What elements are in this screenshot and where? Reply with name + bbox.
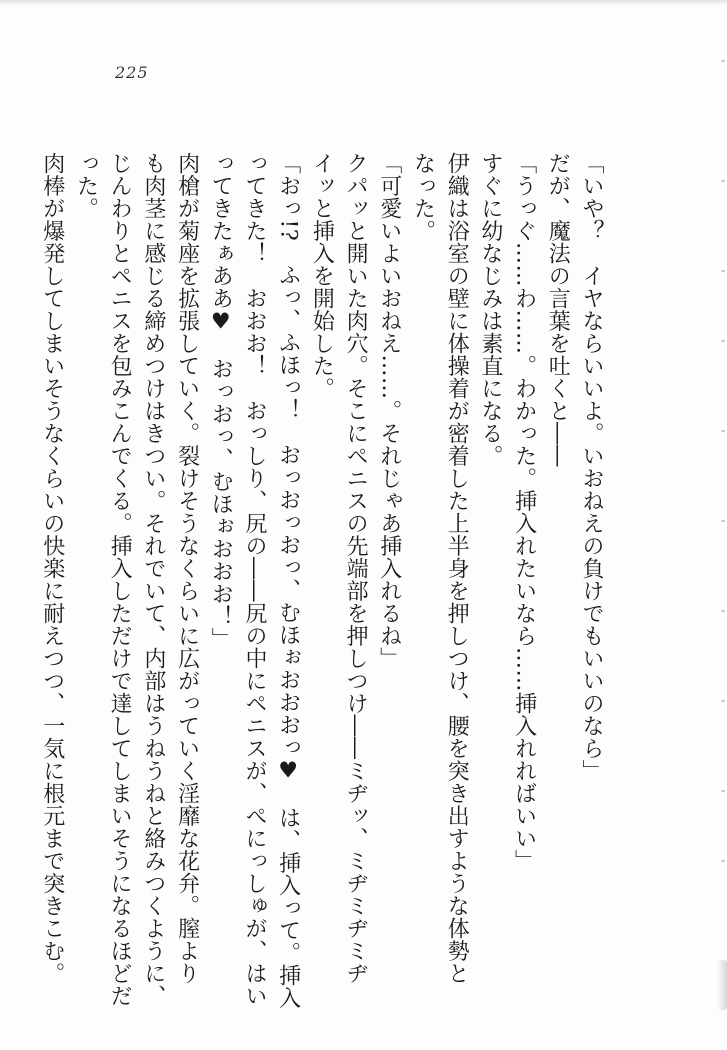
text-line: 肉槍が菊座を拡張していく。裂けそうなくらいに広がっていく淫靡な花弁。膣より [174,152,200,985]
text-line: ってきたぁああ♥ おっおっ、むほぉおおお！」 [208,152,234,650]
vertical-text-body [39,152,608,1012]
scan-mark [721,700,725,702]
scan-mark [721,60,725,62]
text-line: 「うっぐ……わ……。わかった。挿入れたいなら……挿入れればいい」 [511,152,537,872]
text-line: 伊織は浴室の壁に体操着が密着した上半身を押しつけ、腰を突き出すような体勢と [444,152,470,985]
page-number: 225 [115,63,149,82]
text-line: ってきた！ おおお！ おっしり、尻の――尻の中にペニスが、ぺにっしゅが、はい [241,152,267,1007]
scan-smudge [717,960,727,1010]
scan-mark [721,610,725,612]
text-line: なった。 [410,152,436,242]
scan-mark [721,340,725,342]
scan-mark [721,520,725,522]
text-line: だが、魔法の言葉を吐くと―― [545,152,571,467]
scan-mark [721,180,725,182]
text-line: も肉茎に感じる締めつけはきつい。それでいて、内部はうねうねと絡みつくように、 [140,152,166,1007]
text-line: 「可愛いよいおねえ……。それじゃあ挿入れるね」 [376,152,402,670]
scan-mark [721,860,725,862]
text-line: じんわりとペニスを包みこんでくる。挿入しただけで達してしまいそうになるほどだ [107,152,133,1007]
text-line: 「いや？ イヤならいいよ。いおねえの負けでもいいのなら」 [579,152,604,782]
text-line: った。 [73,152,99,220]
scan-mark [721,790,725,792]
scan-mark [721,270,725,272]
scan-edge-marks [713,0,727,1050]
scan-shadow-top [0,0,727,6]
text-line: イッと挿入を開始した。 [309,152,335,400]
text-line: クパッと開いた肉穴。そこにペニスの先端部を押しつけ――ミヂッ、ミヂミヂミヂ [343,152,369,985]
text-line: 肉棒が爆発してしまいそうなくらいの快楽に耐えつつ、一気に根元まで突きこむ。 [39,152,65,985]
scan-mark [721,430,725,432]
text-line: 「おっ!? ふっ、ふほっ！ おっおっおっ、むほぉおおおっ♥ は、挿入って。挿入 [275,152,301,1010]
text-line: すぐに幼なじみは素直になる。 [477,152,503,467]
